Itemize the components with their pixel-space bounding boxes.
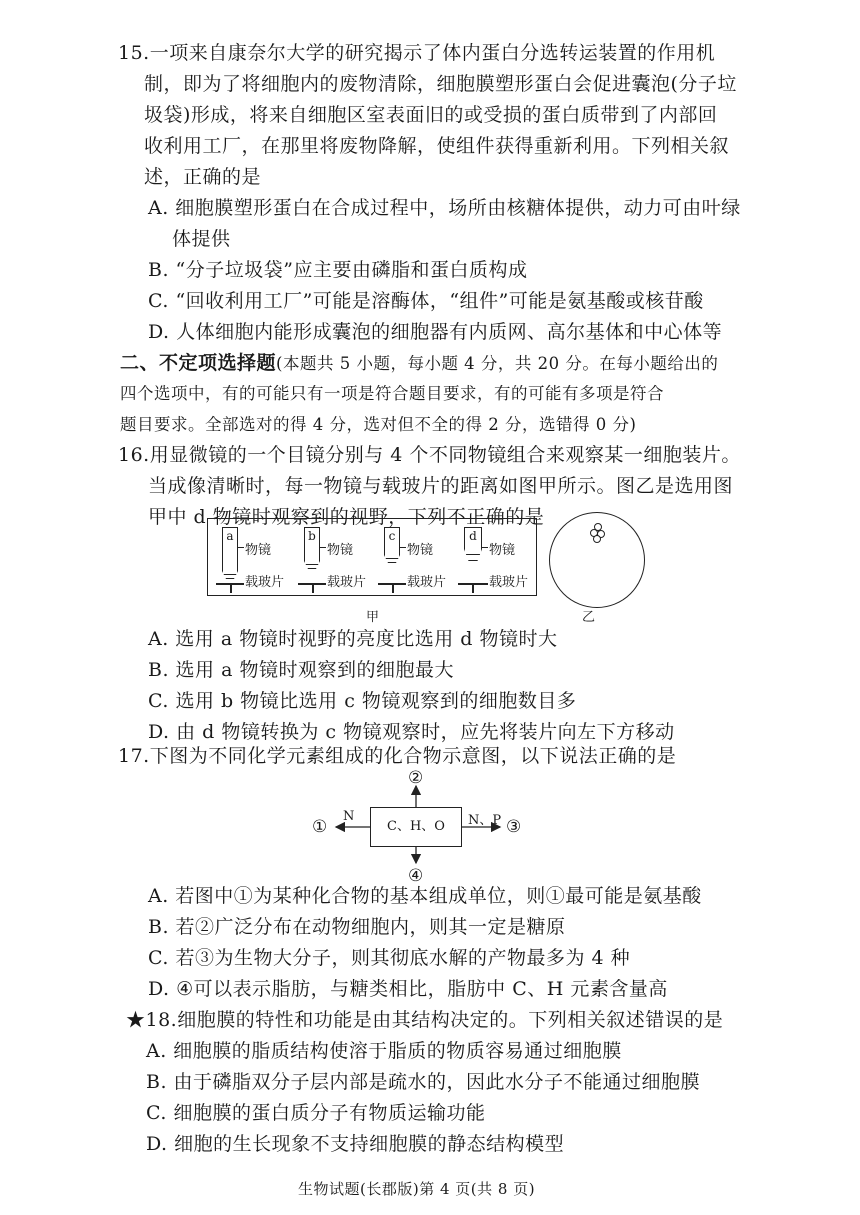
objective-c [376,525,456,591]
q17-node-3: ③ [506,817,522,837]
q16-stem-line-2: 当成像清晰时，每一物镜与载玻片的距离如图甲所示。图乙是选用图 [148,475,734,497]
q16-option-a: A. 选用 a 物镜时视野的亮度比选用 d 物镜时大 [148,628,558,650]
q15-stem-line-2: 制，即为了将细胞内的废物清除，细胞膜塑形蛋白会促进囊泡(分子垃 [144,73,737,95]
slide-c-tick [392,583,394,593]
slide-a-label: 载玻片 [245,575,285,590]
objective-c-leader [400,547,406,548]
slide-d-tick [472,583,474,593]
figure-yi-field-of-view [549,512,645,608]
q16-option-c: C. 选用 b 物镜比选用 c 物镜观察到的细胞数目多 [148,690,577,712]
objective-c-tip [384,555,400,563]
section-2-intro-1: (本题共 5 小题，每小题 4 分，共 20 分。在每小题给出的 [276,354,719,373]
q15-option-a: A. 细胞膜塑形蛋白在合成过程中，场所由核糖体提供，动力可由叶绿 [148,197,741,219]
q17-option-b: B. 若②广泛分布在动物细胞内，则其一定是糖原 [148,916,566,938]
objective-c-label: 物镜 [407,543,434,558]
q17-node-2: ② [408,768,424,788]
page-footer: 生物试题(长郡版)第 4 页(共 8 页) [298,1180,536,1198]
figure-jia-microscope-objectives [207,518,537,596]
objective-a-lens [222,527,238,571]
q17-option-a: A. 若图中①为某种化合物的基本组成单位，则①最可能是氨基酸 [148,885,702,907]
objective-d-tip [464,549,482,561]
slide-c-label: 载玻片 [407,575,447,590]
q17-node-4: ④ [408,866,424,886]
q15-stem-line-4: 收利用工厂，在那里将废物降解，使组件获得重新利用。下列相关叙 [144,135,730,157]
q17-node-1: ① [312,817,328,837]
objective-d [456,525,536,591]
q17-right-label: N、P [468,813,502,828]
q16-stem-line-3: 甲中 d 物镜时观察到的视野，下列不正确的是 [148,506,545,528]
objective-d-leader [482,547,488,548]
section-2-intro-line-1 [120,350,718,377]
section-2-title: 二、不定项选择题 [120,352,277,374]
objective-a-leader [238,547,244,548]
q17-center-box: C、H、O [370,807,462,847]
objective-a-label: 物镜 [245,543,272,558]
q15-option-a-cont: 体提供 [172,228,231,250]
objective-b-label: 物镜 [327,543,354,558]
q18-stem: ★18.细胞膜的特性和功能是由其结构决定的。下列相关叙述错误的是 [126,1009,724,1031]
q16-stem-line-1: 16.用显微镜的一个目镜分别与 4 个不同物镜组合来观察某一细胞装片。 [118,444,741,466]
q18-option-a: A. 细胞膜的脂质结构使溶于脂质的物质容易通过细胞膜 [146,1040,622,1062]
q18-option-d: D. 细胞的生长现象不支持细胞膜的静态结构模型 [146,1133,565,1155]
objective-a-tip [222,571,238,579]
objective-b-lens [304,527,320,561]
q15-option-d: D. 人体细胞内能形成囊泡的细胞器有内质网、高尔基体和中心体等 [148,321,723,343]
objective-d-letter: d [469,529,477,543]
section-2-intro-line-2: 四个选项中，有的可能只有一项是符合题目要求，有的可能有多项是符合 [120,384,664,403]
slide-a-tick [230,583,232,593]
q16-option-d: D. 由 d 物镜转换为 c 物镜观察时，应先将装片向左下方移动 [148,721,675,743]
slide-b-label: 载玻片 [327,575,367,590]
objective-b [296,525,376,591]
figure-jia-caption: 甲 [366,610,380,625]
q15-stem-line-1: 15.一项来自康奈尔大学的研究揭示了体内蛋白分选转运装置的作用机 [118,42,716,64]
q17-stem: 17.下图为不同化学元素组成的化合物示意图，以下说法正确的是 [118,745,677,767]
objective-c-letter: c [388,529,396,543]
objective-a-letter: a [226,529,234,543]
q16-option-b: B. 选用 a 物镜时观察到的细胞最大 [148,659,454,681]
q15-stem-line-5: 述，正确的是 [144,166,262,188]
objective-d-label: 物镜 [489,543,516,558]
q17-option-c: C. 若③为生物大分子，则其彻底水解的产物最多为 4 种 [148,947,631,969]
objective-d-lens [464,527,482,549]
figure-yi-caption: 乙 [582,610,596,625]
section-2-intro-line-3: 题目要求。全部选对的得 4 分，选对但不全的得 2 分，选错得 0 分) [120,415,637,434]
objective-b-tip [304,561,320,569]
q18-option-b: B. 由于磷脂双分子层内部是疏水的，因此水分子不能通过细胞膜 [146,1071,701,1093]
q15-option-c: C. “回收利用工厂”可能是溶酶体，“组件”可能是氨基酸或核苷酸 [148,290,704,312]
objective-c-lens [384,527,400,555]
objective-b-letter: b [308,529,316,543]
q15-option-b: B. “分子垃圾袋”应主要由磷脂和蛋白质构成 [148,259,528,281]
cell [593,535,601,543]
objective-a [214,525,294,591]
q17-left-label: N [343,809,355,824]
q18-option-c: C. 细胞膜的蛋白质分子有物质运输功能 [146,1102,486,1124]
slide-b-tick [312,583,314,593]
q15-stem-line-3: 圾袋)形成，将来自细胞区室表面旧的或受损的蛋白质带到了内部回 [144,104,718,126]
slide-d-label: 载玻片 [489,575,529,590]
q17-option-d: D. ④可以表示脂肪，与糖类相比，脂肪中 C、H 元素含量高 [148,978,668,1000]
objective-b-leader [320,547,326,548]
